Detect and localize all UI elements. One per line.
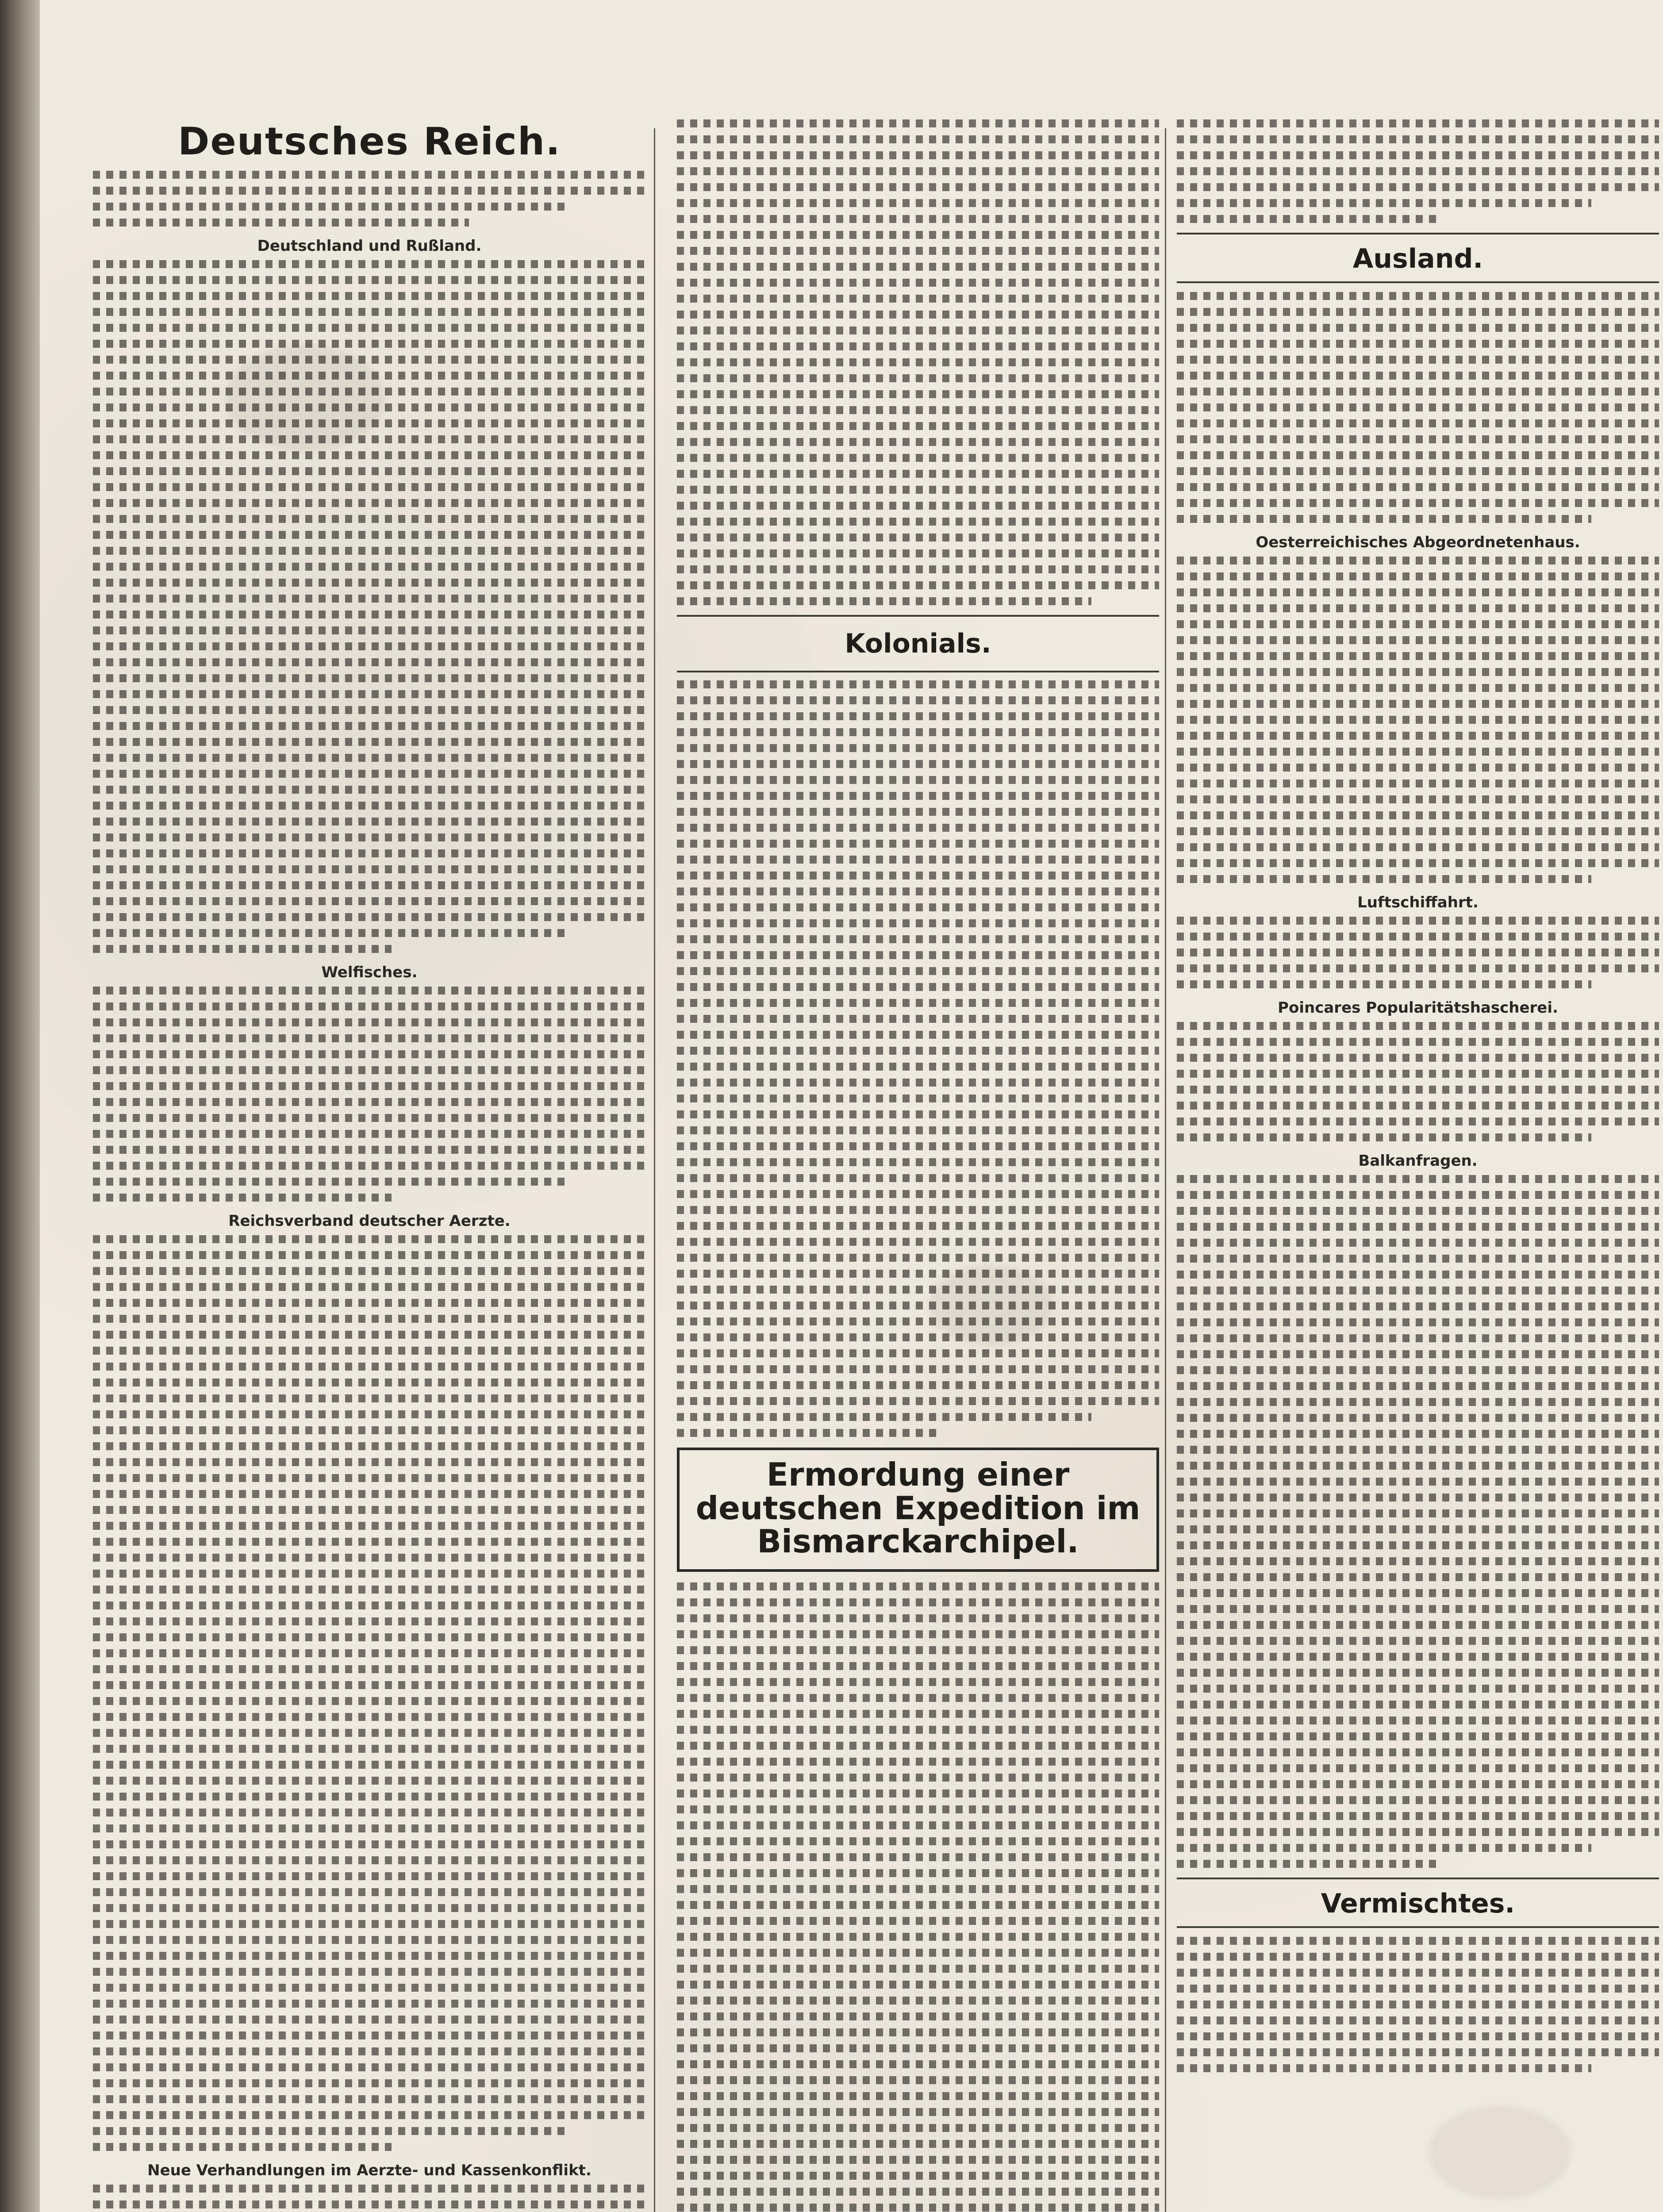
middle-column <box>677 119 1159 2212</box>
right-column-heading: Ausland. <box>1352 243 1483 274</box>
right-block-2-lines <box>1177 917 1659 988</box>
right-final-rule-top <box>1177 1878 1659 1879</box>
right-subhead-4: Balkanfragen. <box>1358 1152 1478 1170</box>
middle-feature-heading: Ermordung einer deutschen Expedition im Bismarckarchipel. <box>695 1456 1141 1560</box>
paper-sheet <box>40 0 1663 2212</box>
left-block-3-lines <box>93 1235 646 2151</box>
right-ausland-lines <box>1177 292 1659 523</box>
left-subhead-2: Welfisches. <box>321 964 418 981</box>
right-block-4-lines <box>1177 1175 1659 1868</box>
middle-top-lines <box>677 119 1159 605</box>
right-top-lines <box>1177 119 1659 223</box>
left-block-2-lines <box>93 987 646 1202</box>
middle-kolonials-lines <box>677 680 1159 1437</box>
right-block-3-lines <box>1177 1022 1659 1141</box>
left-subhead-4: Neue Verhandlungen im Aerzte- und Kassenkonflikt. <box>147 2162 591 2179</box>
right-rule-bottom <box>1177 281 1659 283</box>
left-intro-lines <box>93 171 646 227</box>
left-subhead-1: Deutschland und Rußland. <box>257 237 482 255</box>
left-subhead-3: Reichsverband deutscher Aerzte. <box>228 1212 511 1230</box>
right-rule-top <box>1177 233 1659 234</box>
middle-feature-box <box>677 1448 1159 1572</box>
right-subhead-2: Luftschiffahrt. <box>1357 894 1479 911</box>
column-separator-right <box>1165 128 1166 2212</box>
right-final-lines <box>1177 1937 1659 2072</box>
left-block-1-lines <box>93 260 646 953</box>
column-separator-left <box>654 128 655 2212</box>
middle-feature-lines <box>677 1582 1159 2212</box>
middle-kolonials-box <box>677 615 1159 672</box>
right-final-heading: Vermischtes. <box>1321 1888 1515 1919</box>
right-subhead-3: Poincares Popularitätshascherei. <box>1278 999 1558 1017</box>
left-column <box>93 119 646 2212</box>
right-subhead-1: Oesterreichisches Abgeordnetenhaus. <box>1256 534 1580 551</box>
right-column <box>1177 119 1659 2212</box>
left-column-title: Deutsches Reich. <box>178 119 561 164</box>
right-final-rule-bottom <box>1177 1926 1659 1928</box>
middle-column-heading: Kolonials. <box>845 628 991 659</box>
left-block-4-lines <box>93 2185 646 2212</box>
right-block-1-lines <box>1177 557 1659 883</box>
